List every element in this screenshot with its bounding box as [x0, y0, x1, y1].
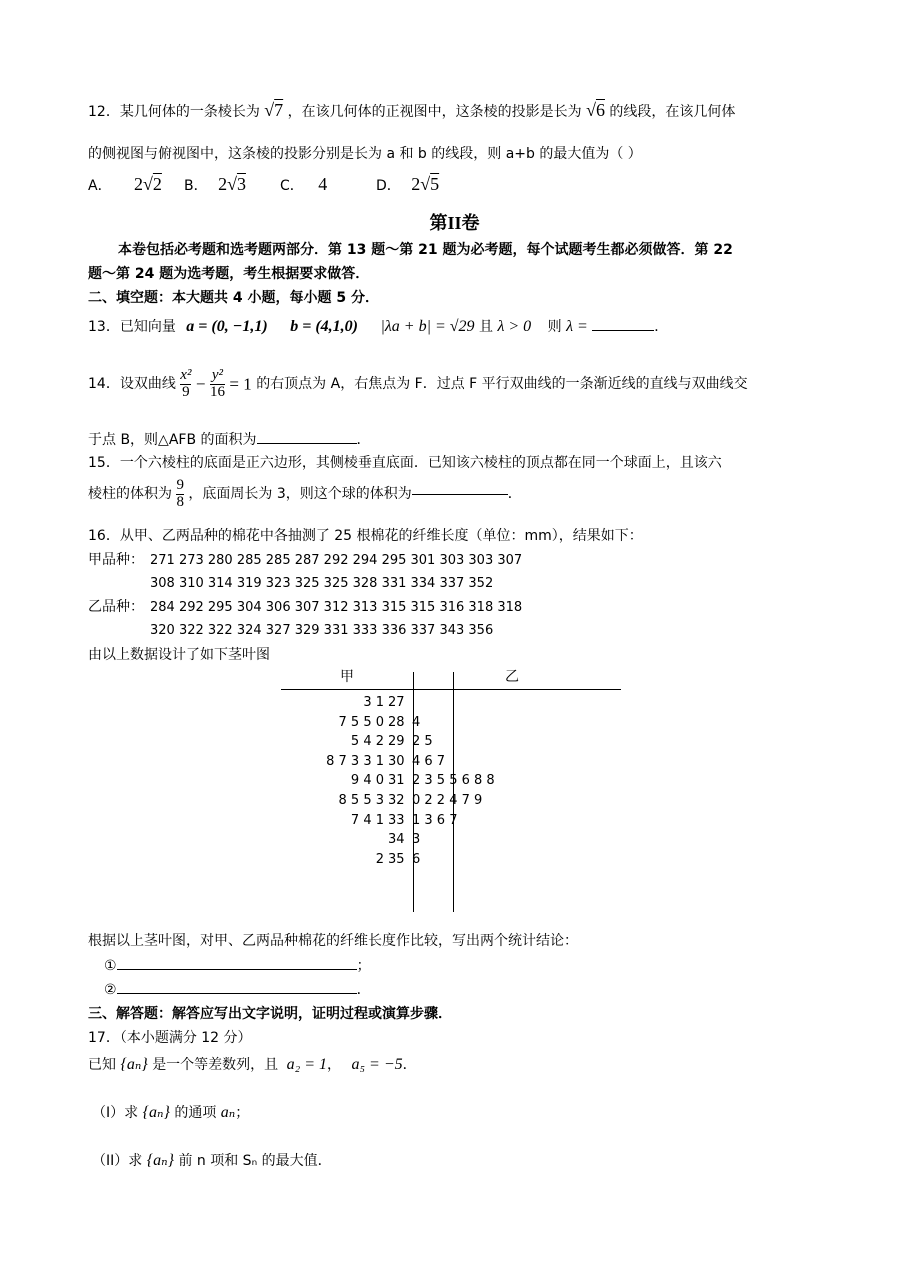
q13-norm: |λa + b| = √29	[380, 318, 475, 335]
stem-value: 28	[388, 715, 405, 730]
option-c-label: C．	[280, 178, 304, 194]
q17-known: 已知	[88, 1057, 116, 1073]
option-d-coef: 2	[411, 174, 421, 194]
q16-conclusion-1	[104, 958, 371, 974]
section2-heading: 二、填空题：本大题共 4 小题，每小题 5 分．	[88, 290, 379, 306]
option-b-coef: 2	[218, 174, 228, 194]
option-a-rad: 2	[152, 174, 162, 194]
q17-p1-end: ；	[235, 1105, 250, 1121]
stem-value: 35	[388, 852, 405, 867]
q14-line2: 于点 B，则△AFB 的面积为 ．	[88, 432, 371, 448]
option-d-label: D．	[376, 178, 401, 194]
q15-text-a: 棱柱的体积为	[88, 486, 172, 503]
stem-leaves-yi: 4 6 7	[412, 754, 446, 769]
q12-text-a: 12．某几何体的一条棱长为	[88, 104, 260, 120]
c1-mark: ①	[104, 958, 117, 974]
stem-value: 34	[388, 832, 405, 847]
q17-p2-seq: {aₙ}	[146, 1152, 174, 1169]
q16-conclusion-prompt: 根据以上茎叶图，对甲、乙两品种棉花的纤维长度作比较，写出两个统计结论：	[88, 933, 578, 949]
q13-and: 且	[479, 319, 493, 335]
stem-divider-right	[453, 672, 454, 912]
stem-value: 30	[388, 754, 405, 769]
q13-b-vector: b = (4,1,0)	[290, 318, 358, 335]
q15-fraction	[176, 478, 184, 511]
q16-yi-row2: 320 322 322 324 327 329 331 333 336 337 343 356	[150, 623, 494, 638]
q17-title: 17．（本小题满分 12 分）	[88, 1030, 252, 1046]
q12-option-a	[88, 174, 162, 195]
q17-p1-ask: （I）求	[92, 1105, 139, 1121]
stem-leaves-jia: 9 4 0	[350, 773, 384, 788]
q17-p2-text: 前 n 项和 Sₙ 的最大值．	[178, 1153, 332, 1169]
q17-p2-ask: （II）求	[92, 1153, 143, 1169]
q16-yi-row1: 284 292 295 304 306 307 312 313 315 315 316 318 318	[150, 600, 523, 615]
q17-part2	[92, 1152, 332, 1170]
q15-line2: 棱柱的体积为 $\frac{9}{8}$ ，底面周长为 3，则这个球的体积为 ．	[88, 477, 522, 510]
stem-leaves-jia: 8 5 5 3	[338, 793, 384, 808]
stem-leaves-jia: 5 4 2	[350, 734, 384, 749]
stem-leaves-yi: 0 2 2 4 7 9	[412, 793, 483, 808]
q15-frac-num: 9	[176, 477, 184, 493]
q17-text: 是一个等差数列，且	[152, 1057, 279, 1073]
q14-16: 16	[209, 383, 225, 400]
section3-heading: 三、解答题：解答应写出文字说明，证明过程或演算步骤．	[88, 1006, 452, 1022]
stem-value: 32	[388, 793, 405, 808]
stem-leaves-jia: 3 1	[363, 695, 384, 710]
q16-yi-label: 乙品种：	[88, 599, 144, 615]
option-b-label: B．	[184, 178, 208, 194]
q17-cond2: a₅ = −5	[351, 1056, 403, 1073]
q14-frac-x	[180, 368, 191, 401]
c1-end: ；	[356, 958, 371, 974]
stem-leaves-yi: 2 3 5 5 6 8 8	[412, 773, 495, 788]
q17-cond1: a₂ = 1	[286, 1056, 327, 1073]
part2-intro-1: 本卷包括必考题和选考题两部分．第 13 题～第 21 题为必考题，每个试题考生都必须做答．第 22	[118, 242, 733, 258]
conclusion-2-blank[interactable]	[117, 993, 357, 994]
q13-lambda: λ =	[566, 318, 588, 335]
q16-stem-intro: 由以上数据设计了如下茎叶图	[88, 647, 270, 663]
q14-y2: y²	[211, 367, 224, 383]
q12-text-c: 的线段，在该几何体	[609, 104, 736, 120]
q15-line1: 15．一个六棱柱的底面是正六边形，其侧棱垂直底面．已知该六棱柱的顶点都在同一个球面上，且该六	[88, 455, 722, 471]
q17-p1-text: 的通项	[174, 1105, 217, 1121]
q14-prefix: 14．设双曲线	[88, 376, 176, 393]
q17-p1-seq: {aₙ}	[142, 1104, 170, 1121]
q14-9: 9	[182, 383, 190, 400]
sqrt7-rad: 7	[274, 100, 284, 120]
q14-text: 的右顶点为 A，右焦点为 F．过点 F 平行双曲线的一条渐近线的直线与双曲线交	[256, 376, 748, 393]
stem-value: 27	[388, 695, 405, 710]
q12-option-d	[376, 174, 439, 195]
option-b-value: 2√3	[218, 174, 246, 194]
q12-line1	[88, 100, 735, 121]
q16-jia-row1: 271 273 280 285 285 287 292 294 295 301 303 303 307	[150, 553, 523, 568]
q16-jia-label: 甲品种：	[88, 552, 144, 568]
q12-option-b	[184, 174, 246, 195]
c2-mark: ②	[104, 982, 117, 998]
stem-leaves-jia: 7 4 1	[350, 813, 384, 828]
q13: 13．已知向量 a = (0, −1,1) b = (4,1,0) |λa + b| = √29 且 λ > 0 则 λ = ．	[88, 318, 669, 335]
q17-part1	[92, 1104, 249, 1122]
stem-head-yi: 乙	[505, 669, 519, 685]
stem-value: 31	[388, 773, 405, 788]
sqrt6-rad: 6	[595, 100, 605, 120]
option-d-value: 2√5	[411, 174, 440, 194]
q17-seq: {aₙ}	[120, 1056, 148, 1073]
stem-leaves-yi: 3	[412, 832, 421, 847]
q13-a-vector: a = (0, −1,1)	[186, 318, 268, 335]
stem-header-line	[281, 689, 621, 690]
stem-head-jia: 甲	[340, 669, 354, 685]
q13-then: 则	[547, 319, 562, 335]
stem-leaves-jia: 7 5 5 0	[338, 715, 384, 730]
q16-conclusion-2	[104, 982, 371, 998]
option-a-coef: 2	[134, 174, 144, 194]
sqrt7: √7	[264, 100, 284, 120]
option-a-value: 2√2	[134, 174, 162, 194]
q14-answer-blank[interactable]	[257, 443, 357, 444]
q12-option-c	[280, 174, 327, 195]
stem-leaves-yi: 1 3 6 7	[412, 813, 458, 828]
stem-leaves-yi: 6	[412, 852, 421, 867]
stem-leaves-jia: 2	[375, 852, 384, 867]
c2-end: ．	[356, 982, 371, 998]
conclusion-1-blank[interactable]	[117, 969, 357, 970]
q13-prefix: 13．已知向量	[88, 319, 176, 335]
part2-intro-2: 题～第 24 题为选考题，考生根据要求做答．	[88, 266, 370, 282]
stem-leaves-yi: 4	[412, 715, 421, 730]
q15-text-b: ，底面周长为 3，则这个球的体积为	[188, 486, 412, 503]
option-d-rad: 5	[430, 174, 440, 194]
q16-line1: 16．从甲、乙两品种的棉花中各抽测了 25 根棉花的纤维长度（单位：mm），结果如下：	[88, 528, 643, 544]
option-c-value: 4	[318, 174, 328, 194]
stem-divider-left	[413, 672, 414, 912]
q13-condition: λ > 0	[497, 318, 532, 335]
q14-frac-y	[210, 368, 225, 401]
q17-p1-an: aₙ	[220, 1104, 236, 1121]
stem-leaves-yi: 2 5	[412, 734, 433, 749]
option-b-rad: 3	[236, 174, 246, 194]
q13-answer-blank[interactable]	[592, 330, 654, 331]
q17-line1: 已知 {aₙ} 是一个等差数列，且 a₂ = 1， a₅ = −5．	[88, 1056, 417, 1073]
q12-line2: 的侧视图与俯视图中，这条棱的投影分别是长为 a 和 b 的线段，则 a+b 的最大值为（ ）	[88, 146, 642, 162]
q16-jia-row2: 308 310 314 319 323 325 325 328 331 334 337 352	[150, 576, 494, 591]
q14-text-2: 于点 B，则△AFB 的面积为	[88, 432, 257, 448]
stem-value: 29	[388, 734, 405, 749]
stem-value: 33	[388, 813, 405, 828]
option-a-label: A．	[88, 178, 112, 194]
stem-leaves-jia: 8 7 3 3 1	[326, 754, 384, 769]
sqrt6: √6	[586, 100, 605, 120]
q14-x2: x²	[180, 367, 192, 383]
part2-title: 第II卷	[429, 213, 480, 233]
q14-line1: 14．设双曲线 $\frac{\text{x²}}{9}$ − $\frac{\text{y²}}{16}$ = 1 的右顶点为 A，右焦点为 F．过点 F 平行双曲线的一条渐近线的直线与双曲线交	[88, 367, 748, 400]
q15-answer-blank[interactable]	[412, 494, 508, 495]
q15-frac-den: 8	[176, 493, 184, 510]
q12-text-b: ，在该几何体的正视图中，这条棱的投影是长为	[287, 104, 582, 120]
q14-eq1: = 1	[229, 374, 252, 394]
